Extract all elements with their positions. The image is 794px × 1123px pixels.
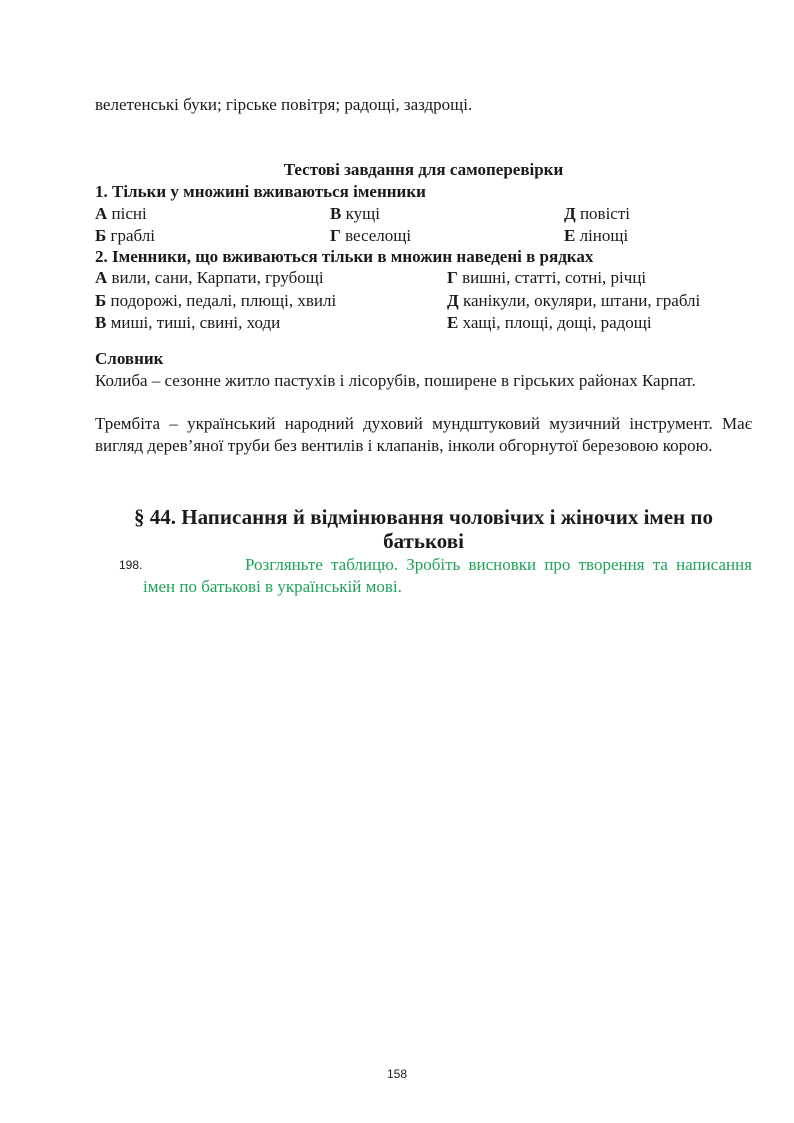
option: Б граблі — [95, 226, 155, 245]
option: В миші, тиші, свині, ходи — [95, 313, 281, 332]
option: Г веселощі — [330, 226, 412, 245]
document-page — [95, 0, 752, 1123]
option: Д повісті — [564, 204, 630, 223]
option: Е лінощі — [564, 226, 629, 245]
intro-line: велетенські буки; гірське повітря; радощі, заздрощі. — [95, 95, 473, 114]
option: Д канікули, окуляри, штани, граблі — [447, 291, 701, 310]
option: В кущі — [330, 204, 380, 223]
section-title: § 44. Написання й відмінювання чоловічих і жіночих імен по батькові — [134, 505, 713, 553]
task-text — [95, 554, 752, 598]
task-paragraph: Розгляньте таблицю. Зробіть висновки про творення та написання імен по батькові в українській мові. — [143, 555, 752, 596]
page-number: 158 — [386, 1067, 408, 1081]
option: А пісні — [95, 204, 147, 223]
option: А вили, сани, Карпати, грубощі — [95, 268, 324, 287]
option: Е хащі, площі, дощі, радощі — [447, 313, 652, 332]
dictionary-entry: Колиба – сезонне житло пастухів і лісорубів, поширене в гірських районах Карпат. — [95, 371, 696, 390]
task-number: 198. — [119, 558, 143, 572]
dictionary-title: Словник — [95, 349, 164, 368]
tests-title: Тестові завдання для самоперевірки — [283, 160, 564, 179]
option: Г вишні, статті, сотні, річці — [447, 268, 647, 287]
question-1: 1. Тільки у множині вживаються іменники — [95, 182, 426, 201]
question-2: 2. Іменники, що вживаються тільки в множин наведені в рядках — [95, 247, 594, 266]
option: Б подорожі, педалі, плющі, хвилі — [95, 291, 337, 310]
dictionary-entry: Трембіта – український народний духовий мундштуковий музичний інструмент. Має вигляд дерев’яної труби без вентилів і клапанів, інколи обгорнутої березовою корою. — [95, 414, 752, 455]
